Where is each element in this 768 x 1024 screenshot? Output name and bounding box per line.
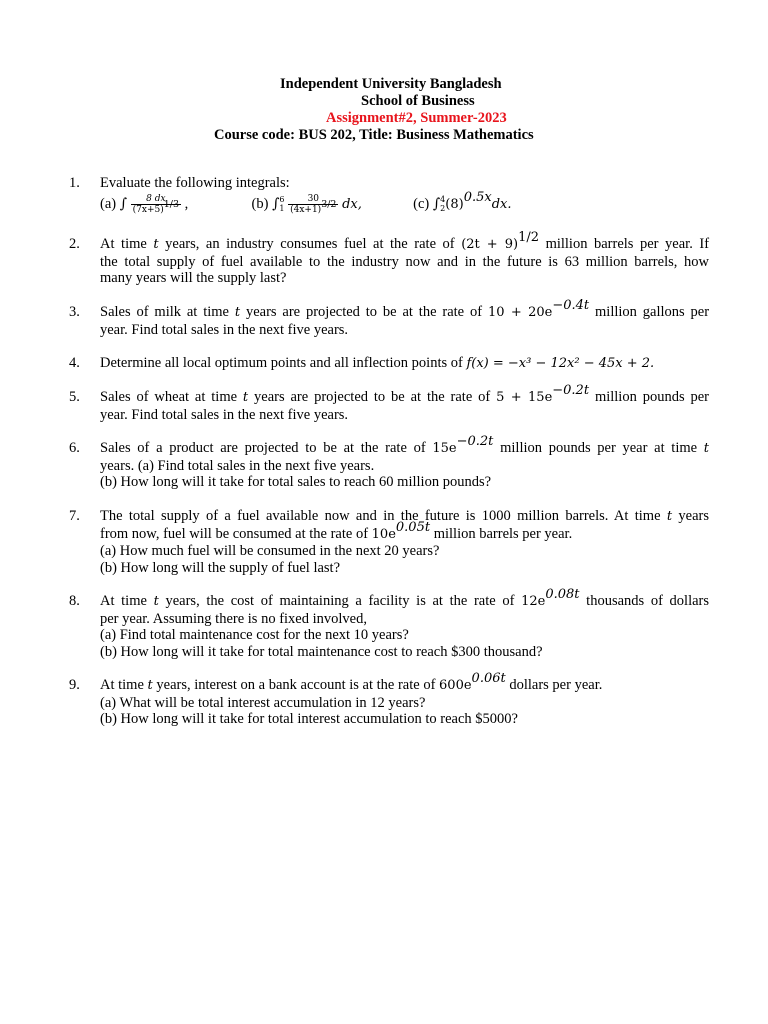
- integral-a-fraction: $\frac{8 dx}{(7x+5)^{1/3}}$: [132, 193, 180, 215]
- integrals-row: (a) ∫ $\frac{8 dx}{(7x+5)^{1/3}}$ , (b) ∫ 6 1 $\frac{30}{(4x+1)^{3/2}}$ dx, (c) ∫ 4 2 $(8)^{0.5x}dx$.: [100, 189, 512, 215]
- question-text: Sales of a product are projected to be at the rate of $15e^{-0.2t}$ million pounds per year at time t years. (a) Find total sales in the next five years. (b) How long will it take for total sales to reach 60 million pounds?: [100, 434, 710, 490]
- question-text: Sales of wheat at time t years are projected to be at the rate of $5 + 15e^{-0.2t}$ million pounds per year. Find total sales in the next five years.: [100, 383, 709, 423]
- question-text: Evaluate the following integrals: (a) ∫ $\frac{8 dx}{(7x+5)^{1/3}}$ , (b) ∫ 6 1 $\frac{30}{(4x+1)^{3/2}}$ dx, (c) ∫ 4 2 $(8)^{0.5x}dx$.: [100, 175, 709, 215]
- question-number: 1.: [69, 175, 80, 191]
- question-text: At time t years, interest on a bank account is at the rate of $600e^{0.06t}$ dollars per year. (a) What will be total interest accumulation in 12 years? (b) How long will it take for total interest accumulation to reach $5000?: [100, 671, 603, 727]
- question-text: Determine all local optimum points and all inflection points of f(x) = −x³ − 12x² − 45x + 2.: [100, 355, 655, 371]
- integral-b-fraction: $\frac{30}{(4x+1)^{3/2}}$: [290, 193, 337, 215]
- assignment-title: Assignment#2, Summer-2023: [326, 110, 507, 126]
- question-text: At time t years, an industry consumes fuel at the rate of $(2t + 9)^{1/2}$ million barrels per year. If the total supply of fuel available to the industry now and in the future is 63 million barrels, how many years will the supply last?: [100, 230, 710, 286]
- question-text: Sales of milk at time t years are projected to be at the rate of $10 + 20e^{-0.4t}$ million gallons per year. Find total sales in the next five years.: [100, 298, 710, 338]
- course-title: Course code: BUS 202, Title: Business Mathematics: [214, 127, 534, 143]
- university-name: Independent University Bangladesh: [280, 76, 502, 92]
- document-page: Independent University Bangladesh School of Business Assignment#2, Summer-2023 Course code: BUS 202, Title: Business Mathematics 1. Evaluate the following integrals: (a) ∫ $\frac{8 dx}{(7x+5)^{1/3}}$ , (b) ∫ 6 1 $\frac{30}{(4x+1)^{3/2}}$ dx, (c) ∫ 4 2 $(8)^{0.5x}dx$. 2. At time t years, an industry consumes fuel at the rate of $(2t + 9)^{1/2}$ million barrels per year. If the total supply of fuel available to the industry now and in the future is 63 million barrels, how many years will the supply last? 3. Sales of milk at time t years are projected to be at the rate of $10 + 20e^{-0.4t}$ million gallons per year. Find total sales in the next five years. 4. Determine all local optimum points and all inflection points of f(x) = −x³ − 12x² − 45x + 2. 5. Sales of wheat at time t years are projected to be at the rate of $5 + 15e^{-0.2t}$ million pounds per year. Find total sales in the next five years. 6. Sales of a product are projected to be at the rate of $15e^{-0.2t}$ million pounds per year at time t years. (a) Find total sales in the next five years. (b) How long will it take for total sales to reach 60 million pounds? 7. The total supply of a fuel available now and in the future is 1000 million barrels. At time t years from now, fuel will be consumed at the rate of $10e^{0.05t}$ million barrels per year. (a) How much fuel will be consumed in the next 20 years? (b) How long will the supply of fuel last? 8. At time t years, the cost of maintaining a facility is at the rate of $12e^{0.08t}$ thousands of dollars per year. Assuming there is no fixed involved, (a) Find total maintenance cost for the next 10 years? (b) How long will it take for total maintenance cost to reach $300 thousand? 9. At time t years, interest on a bank account is at the rate of $600e^{0.06t}$ dollars per year. (a) What will be total interest accumulation in 12 years? (b) How long will it take for total interest accumulation to reach $5000?: [69, 76, 710, 727]
- question-text: At time t years, the cost of maintaining a facility is at the rate of $12e^{0.08t}$ thousands of dollars per year. Assuming there is no fixed involved, (a) Find total maintenance cost for the next 10 years? (b) How long will it take for total maintenance cost to reach $300 thousand?: [100, 587, 710, 660]
- question-text: The total supply of a fuel available now and in the future is 1000 million barrels. At time t years from now, fuel will be consumed at the rate of $10e^{0.05t}$ million barrels per year. (a) How much fuel will be consumed in the next 20 years? (b) How long will the supply of fuel last?: [100, 508, 709, 576]
- school-name: School of Business: [361, 93, 475, 109]
